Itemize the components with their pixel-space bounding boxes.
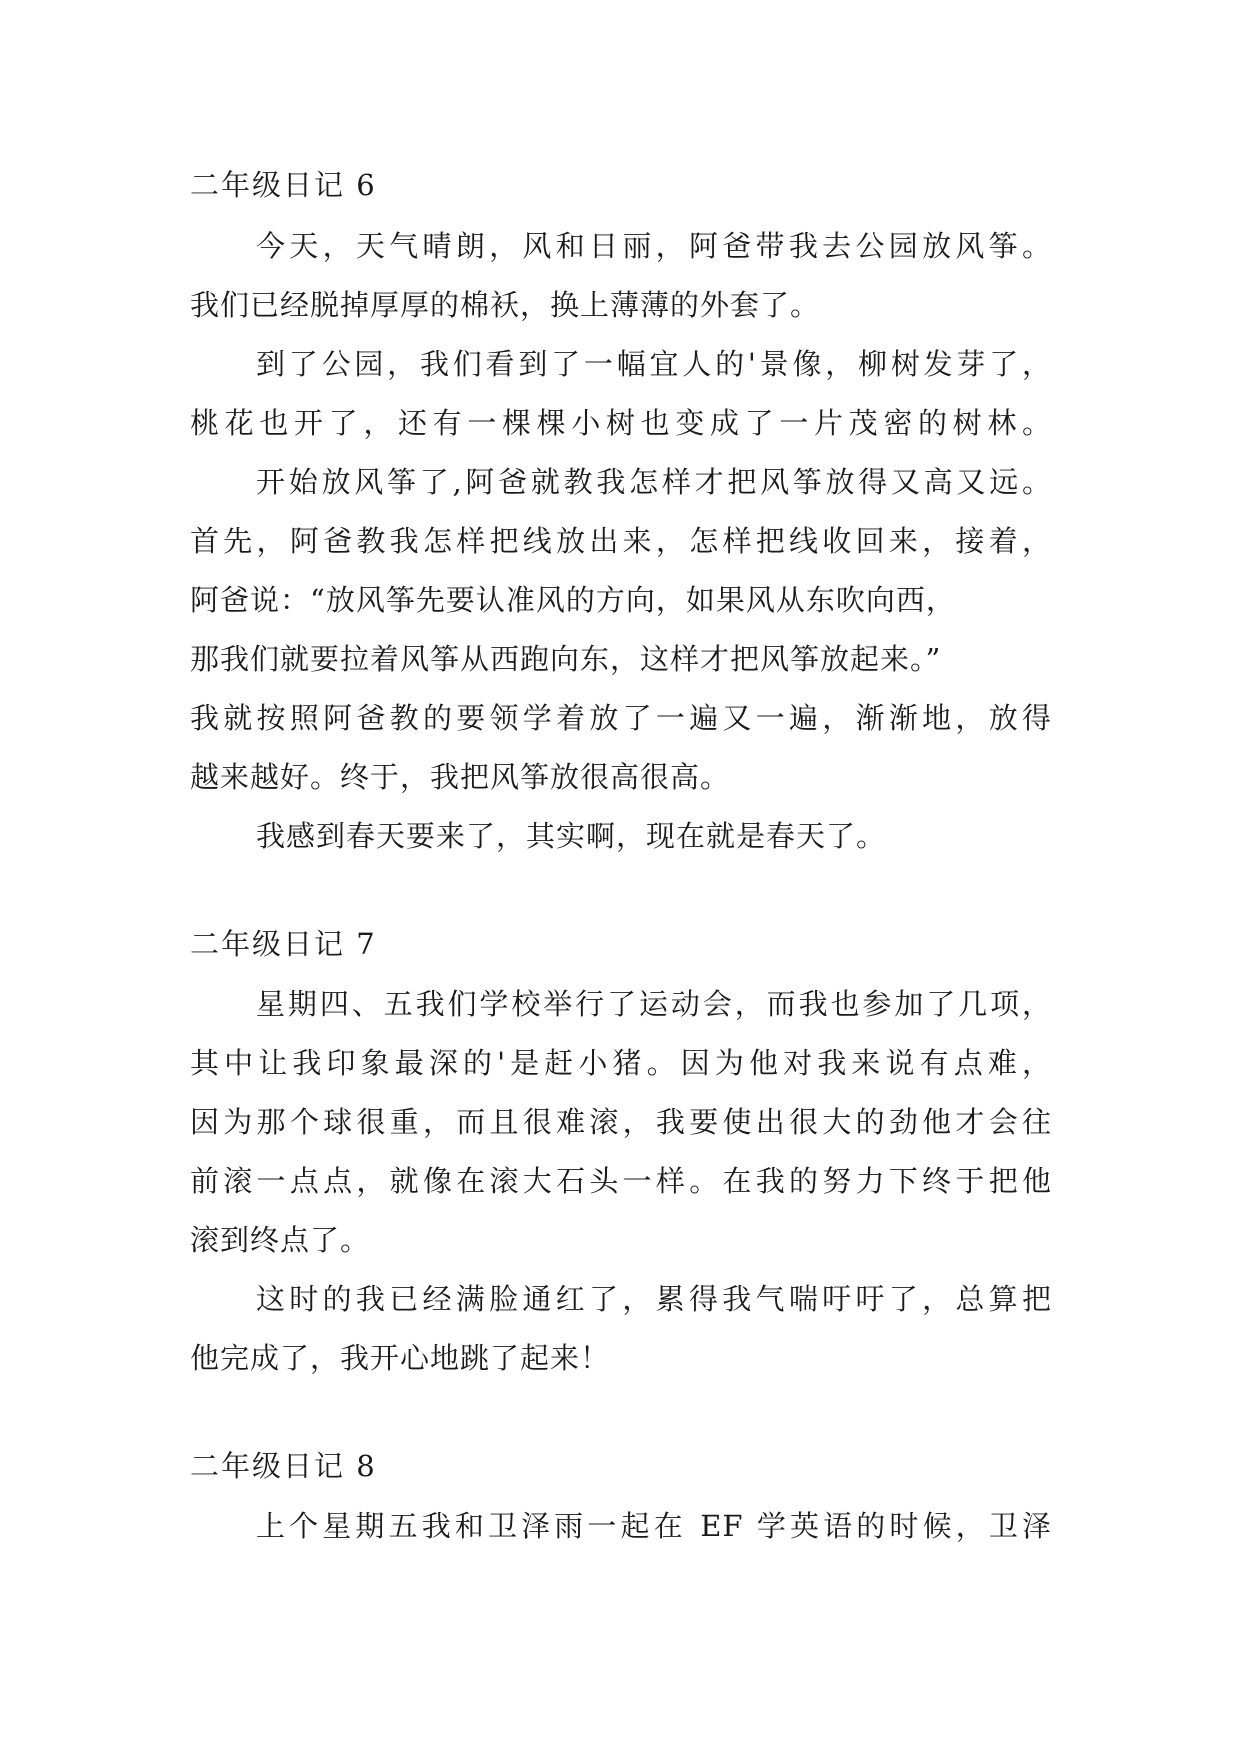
paragraph-line: 桃花也开了，还有一棵棵小树也变成了一片茂密的树林。 (190, 406, 1052, 440)
paragraph-line: 其中让我印象最深的'是赶小猪。因为他对我来说有点难， (190, 1046, 1052, 1080)
paragraph-line: 那我们就要拉着风筝从西跑向东，这样才把风筝放起来。” (190, 642, 942, 676)
paragraph-line: 因为那个球很重，而且很难滚，我要使出很大的劲他才会往 (190, 1105, 1052, 1139)
paragraph-line: 我就按照阿爸教的要领学着放了一遍又一遍，渐渐地，放得 (190, 701, 1052, 735)
paragraph-line: 这时的我已经满脸通红了，累得我气喘吁吁了，总算把 (256, 1282, 1052, 1316)
paragraph-line: 我感到春天要来了，其实啊，现在就是春天了。 (256, 819, 887, 853)
section-title: 二年级日记 8 (190, 1449, 377, 1483)
paragraph-line: 他完成了，我开心地跳了起来！ (190, 1341, 611, 1375)
paragraph-line: 我们已经脱掉厚厚的棉袄，换上薄薄的外套了。 (190, 288, 821, 322)
paragraph-line: 滚到终点了。 (190, 1223, 371, 1257)
paragraph-line: 今天，天气晴朗，风和日丽，阿爸带我去公园放风筝。 (256, 229, 1052, 263)
paragraph-line: 首先，阿爸教我怎样把线放出来，怎样把线收回来，接着， (190, 524, 1052, 558)
paragraph-line: 前滚一点点，就像在滚大石头一样。在我的努力下终于把他 (190, 1164, 1052, 1198)
section-title: 二年级日记 6 (190, 168, 377, 202)
paragraph-line: 到了公园，我们看到了一幅宜人的'景像，柳树发芽了， (256, 347, 1052, 381)
section-title: 二年级日记 7 (190, 927, 377, 961)
paragraph-line: 上个星期五我和卫泽雨一起在 EF 学英语的时候，卫泽 (256, 1509, 1052, 1543)
paragraph-line: 阿爸说：“放风筝先要认准风的方向，如果风从东吹向西， (190, 583, 956, 617)
paragraph-line: 越来越好。终于，我把风筝放很高很高。 (190, 760, 731, 794)
paragraph-line: 开始放风筝了,阿爸就教我怎样才把风筝放得又高又远。 (256, 465, 1052, 499)
paragraph-line: 星期四、五我们学校举行了运动会，而我也参加了几项， (256, 987, 1052, 1021)
